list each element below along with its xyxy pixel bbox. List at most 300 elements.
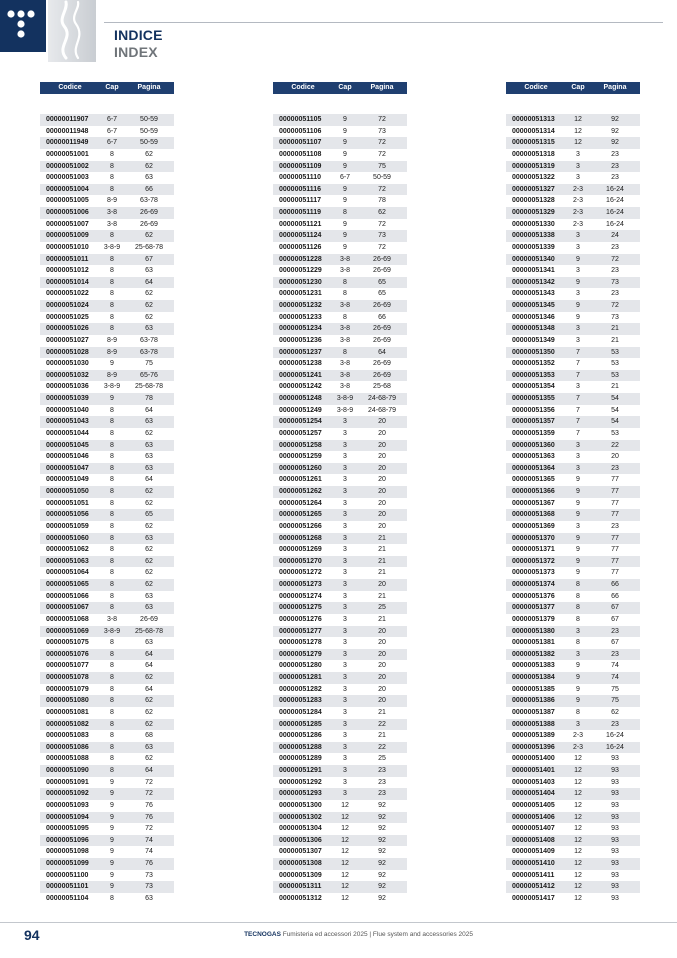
table-row — [40, 753, 174, 765]
table-row — [273, 695, 407, 707]
cap-cell: 9 — [110, 848, 114, 856]
table-row — [506, 753, 640, 765]
page-cell: 77 — [611, 488, 619, 495]
cap-cell: 8 — [110, 232, 114, 240]
page-cell: 26-69 — [373, 325, 391, 333]
page-cell: 93 — [611, 813, 619, 821]
code-cell: 00000051107 — [279, 139, 322, 147]
cap-cell: 9 — [576, 534, 580, 542]
code-cell: 00000051001 — [46, 150, 89, 158]
table-row — [40, 812, 174, 824]
code-cell: 00000051313 — [512, 116, 555, 123]
page-cell: 66 — [145, 185, 153, 193]
table-row — [273, 521, 407, 533]
page-cell: 62 — [145, 581, 153, 588]
page-cell: 62 — [145, 290, 153, 298]
page-cell: 63 — [145, 604, 153, 612]
page-cell: 20 — [378, 662, 386, 670]
cap-cell: 8 — [110, 488, 114, 495]
cap-cell: 8 — [110, 685, 114, 693]
code-cell: 00000051231 — [279, 290, 322, 298]
table-row — [506, 265, 640, 277]
code-cell: 00000051312 — [279, 894, 322, 902]
code-cell: 00000051264 — [279, 499, 322, 507]
table-row — [273, 707, 407, 719]
table-row — [273, 719, 407, 731]
cap-cell: 3-8-9 — [336, 406, 354, 414]
page-cell: 93 — [611, 883, 619, 891]
table-row — [40, 114, 174, 126]
table-row — [506, 242, 640, 254]
cap-cell: 3 — [576, 290, 580, 298]
cap-cell: 9 — [576, 313, 580, 321]
page-cell: 16-24 — [606, 197, 624, 205]
code-cell: 00000051269 — [279, 546, 322, 554]
table-row — [273, 207, 407, 219]
table-row — [40, 161, 174, 173]
cap-cell: 12 — [574, 860, 582, 867]
page-cell: 26-69 — [373, 267, 391, 275]
table-row — [506, 463, 640, 475]
code-cell: 00000051036 — [46, 383, 89, 391]
code-cell: 00000051403 — [512, 778, 555, 786]
cap-cell: 9 — [110, 778, 114, 786]
cap-cell: 3 — [343, 674, 347, 681]
code-cell: 00000051045 — [46, 441, 89, 449]
cap-cell: 8 — [110, 581, 114, 588]
table-row — [506, 323, 640, 335]
cap-cell: 3 — [343, 511, 347, 519]
table-row — [273, 660, 407, 672]
page-cell: 65-76 — [140, 371, 158, 379]
code-cell: 00000051281 — [279, 674, 322, 681]
cap-cell: 8 — [110, 406, 114, 414]
table-row — [273, 567, 407, 579]
code-cell: 00000051044 — [46, 429, 89, 437]
code-cell: 00000051354 — [512, 383, 555, 391]
cap-cell: 9 — [343, 162, 347, 170]
page-cell: 76 — [145, 801, 153, 809]
page-cell: 77 — [611, 511, 619, 519]
cap-cell: 3 — [343, 534, 347, 542]
table-row — [506, 370, 640, 382]
page-cell: 25-68-78 — [134, 627, 164, 635]
page-cell: 63 — [145, 592, 153, 600]
table-row — [273, 161, 407, 173]
table-row — [506, 626, 640, 638]
cap-cell: 8 — [110, 894, 114, 902]
cap-cell: 12 — [574, 848, 582, 856]
table-row — [273, 637, 407, 649]
code-cell: 00000051374 — [512, 581, 555, 588]
footer-caption — [244, 931, 473, 938]
code-cell: 00000051350 — [512, 348, 555, 356]
table-row — [506, 579, 640, 591]
table-row — [506, 602, 640, 614]
code-cell: 00000051230 — [279, 278, 322, 286]
cap-cell: 8 — [343, 290, 347, 298]
page-cell: 16-24 — [606, 209, 624, 216]
page-cell: 92 — [378, 825, 386, 833]
code-cell: 00000051098 — [46, 848, 89, 856]
page-cell: 54 — [611, 406, 619, 414]
table-row — [273, 242, 407, 254]
cap-cell: 9 — [576, 569, 580, 577]
code-cell: 00000051119 — [279, 209, 322, 216]
cap-cell: 12 — [341, 813, 349, 821]
table-row — [273, 684, 407, 696]
code-cell: 00000051067 — [46, 604, 89, 612]
code-cell: 00000051384 — [512, 674, 555, 681]
table-row — [40, 207, 174, 219]
cap-cell: 12 — [574, 790, 582, 798]
table-row — [506, 288, 640, 300]
cap-cell: 3 — [576, 162, 580, 170]
cap-cell: 3-8-9 — [103, 627, 121, 635]
table-row — [40, 719, 174, 731]
page-cell: 25-68 — [373, 383, 391, 391]
table-row — [506, 672, 640, 684]
code-cell: 00000051401 — [512, 767, 555, 774]
table-row — [40, 242, 174, 254]
code-cell: 00000051078 — [46, 674, 89, 681]
cap-cell: 3 — [343, 767, 347, 774]
table-row — [273, 347, 407, 359]
table-row — [273, 486, 407, 498]
cap-cell: 3-8 — [106, 615, 118, 623]
table-row — [40, 870, 174, 882]
table-row — [40, 474, 174, 486]
page-cell: 20 — [611, 453, 619, 461]
page-cell: 20 — [378, 639, 386, 647]
cap-cell: 3-8 — [339, 336, 351, 344]
cap-cell: 8 — [110, 755, 114, 763]
code-cell: 00000051050 — [46, 488, 89, 495]
table-row — [40, 602, 174, 614]
page-cell: 25-68-78 — [134, 383, 164, 391]
cap-cell: 3 — [343, 592, 347, 600]
page-cell: 63 — [145, 174, 153, 182]
page-cell: 92 — [378, 871, 386, 879]
table-row — [40, 591, 174, 603]
table-row — [273, 358, 407, 370]
code-cell: 00000051318 — [512, 150, 555, 158]
table-row — [506, 149, 640, 161]
page-cell: 66 — [611, 592, 619, 600]
header-page: Pagina — [137, 84, 161, 91]
page-cell: 16-24 — [606, 220, 624, 228]
table-row — [506, 765, 640, 777]
page-cell: 93 — [611, 790, 619, 798]
page-cell: 23 — [378, 790, 386, 798]
code-cell: 00000051309 — [279, 871, 322, 879]
page-cell: 21 — [611, 336, 619, 344]
table-row — [40, 498, 174, 510]
code-cell: 00000051404 — [512, 790, 555, 798]
table-row — [273, 753, 407, 765]
cap-cell: 9 — [343, 150, 347, 158]
cap-cell: 2-3 — [572, 220, 584, 228]
table-row — [273, 312, 407, 324]
code-cell: 00000051232 — [279, 302, 322, 309]
code-cell: 00000051367 — [512, 499, 555, 507]
code-cell: 00000051242 — [279, 383, 322, 391]
cap-cell: 3 — [343, 441, 347, 449]
code-cell: 00000051104 — [46, 894, 89, 902]
cap-cell: 8 — [110, 499, 114, 507]
code-cell: 00000051400 — [512, 755, 555, 763]
page-cell: 65 — [378, 278, 386, 286]
code-cell: 00000051026 — [46, 325, 89, 333]
cap-cell: 7 — [576, 348, 580, 356]
page-cell: 72 — [378, 116, 386, 123]
code-cell: 00000051275 — [279, 604, 322, 612]
table-row — [273, 544, 407, 556]
page-cell: 53 — [611, 360, 619, 368]
page-cell: 20 — [378, 441, 386, 449]
page-cell: 77 — [611, 499, 619, 507]
code-cell: 00000051286 — [279, 732, 322, 740]
cap-cell: 3-8 — [339, 267, 351, 275]
page-cell: 64 — [145, 278, 153, 286]
page-cell: 62 — [145, 313, 153, 321]
page-cell: 26-69 — [140, 615, 158, 623]
cap-cell: 3 — [343, 429, 347, 437]
table-row — [506, 114, 640, 126]
code-cell: 00000051080 — [46, 697, 89, 705]
page-cell: 67 — [611, 615, 619, 623]
cap-cell: 3-8 — [106, 220, 118, 228]
code-cell: 00000051302 — [279, 813, 322, 821]
code-cell: 00000051043 — [46, 418, 89, 426]
code-cell: 00000051396 — [512, 743, 555, 751]
code-cell: 00000051306 — [279, 836, 322, 844]
code-cell: 00000051082 — [46, 720, 89, 728]
cap-cell: 3 — [343, 708, 347, 716]
cap-cell: 9 — [343, 197, 347, 205]
code-cell: 00000051065 — [46, 581, 89, 588]
code-cell: 00000051291 — [279, 767, 322, 774]
code-cell: 00000051076 — [46, 650, 89, 658]
cap-cell: 3 — [343, 615, 347, 623]
table-row — [40, 858, 174, 870]
cap-cell: 8 — [576, 592, 580, 600]
table-row — [40, 381, 174, 393]
page-cell: 67 — [611, 639, 619, 647]
code-cell: 00000051007 — [46, 220, 89, 228]
page-cell: 93 — [611, 755, 619, 763]
cap-cell: 9 — [576, 511, 580, 519]
cap-cell: 3 — [576, 174, 580, 182]
page-cell: 63 — [145, 464, 153, 472]
cap-cell: 9 — [343, 139, 347, 147]
table-row — [506, 660, 640, 672]
page-cell: 93 — [611, 860, 619, 867]
page-cell: 25 — [378, 604, 386, 612]
table-row — [273, 335, 407, 347]
cap-cell: 3 — [343, 755, 347, 763]
table-row — [273, 835, 407, 847]
code-cell: 00000051005 — [46, 197, 89, 205]
cap-cell: 8 — [110, 150, 114, 158]
page-number: 94 — [24, 927, 40, 943]
table-row — [506, 881, 640, 893]
code-cell: 00000051284 — [279, 708, 322, 716]
table-row — [40, 358, 174, 370]
page-cell: 63 — [145, 441, 153, 449]
code-cell: 00000051068 — [46, 615, 89, 623]
table-row — [273, 126, 407, 138]
table-row — [273, 137, 407, 149]
code-cell: 00000051064 — [46, 569, 89, 577]
code-cell: 00000051069 — [46, 627, 89, 635]
table-row — [273, 509, 407, 521]
cap-cell: 3 — [576, 336, 580, 344]
code-cell: 00000051083 — [46, 732, 89, 740]
table-row — [273, 602, 407, 614]
code-cell: 00000051006 — [46, 209, 89, 216]
page-cell: 75 — [145, 360, 153, 368]
cap-cell: 9 — [343, 220, 347, 228]
code-cell: 00000051276 — [279, 615, 322, 623]
code-cell: 00000051322 — [512, 174, 555, 182]
page-cell: 63 — [145, 418, 153, 426]
table-row — [40, 265, 174, 277]
header-page: Pagina — [603, 84, 627, 91]
page-cell: 50-59 — [140, 139, 158, 147]
cap-cell: 8 — [110, 476, 114, 484]
cap-cell: 8 — [110, 546, 114, 554]
header-page: Pagina — [370, 84, 394, 91]
cap-cell: 3-8-9 — [336, 395, 354, 402]
page-cell: 20 — [378, 581, 386, 588]
page-cell: 72 — [145, 778, 153, 786]
cap-cell: 3-8 — [339, 383, 351, 391]
logo-dots-icon — [0, 0, 46, 52]
page-cell: 21 — [611, 383, 619, 391]
cap-cell: 9 — [110, 883, 114, 891]
table-row — [40, 312, 174, 324]
table-row — [273, 370, 407, 382]
cap-cell: 3 — [343, 778, 347, 786]
cap-cell: 8 — [110, 522, 114, 530]
page-cell: 24-68-79 — [367, 395, 397, 402]
table-row — [40, 881, 174, 893]
cap-cell: 8 — [110, 429, 114, 437]
cap-cell: 9 — [110, 825, 114, 833]
table-row — [273, 440, 407, 452]
code-cell: 00000051046 — [46, 453, 89, 461]
page-cell: 66 — [611, 581, 619, 588]
table-row — [40, 254, 174, 266]
table-row — [40, 509, 174, 521]
table-row — [273, 428, 407, 440]
code-cell: 00000051327 — [512, 185, 555, 193]
page-cell: 74 — [145, 848, 153, 856]
table-row — [506, 812, 640, 824]
page-cell: 20 — [378, 522, 386, 530]
page-cell: 72 — [145, 825, 153, 833]
page-cell: 23 — [611, 720, 619, 728]
cap-cell: 3 — [343, 790, 347, 798]
page-cell: 62 — [145, 488, 153, 495]
cap-cell: 3 — [576, 453, 580, 461]
cap-cell: 3 — [576, 232, 580, 240]
page-cell: 23 — [611, 650, 619, 658]
table-row — [506, 719, 640, 731]
header-cap: Cap — [571, 84, 585, 91]
code-cell: 00000051091 — [46, 778, 89, 786]
code-cell: 00000051004 — [46, 185, 89, 193]
cap-cell: 9 — [110, 871, 114, 879]
page-cell: 20 — [378, 697, 386, 705]
brand-logo — [0, 0, 46, 52]
code-cell: 00000051304 — [279, 825, 322, 833]
code-cell: 00000051386 — [512, 697, 555, 705]
page-cell: 23 — [611, 627, 619, 635]
table-row — [273, 765, 407, 777]
cap-cell: 8 — [110, 441, 114, 449]
page-cell: 20 — [378, 418, 386, 426]
table-row — [273, 172, 407, 184]
page-cell: 76 — [145, 860, 153, 867]
table-row — [273, 858, 407, 870]
page-cell: 62 — [611, 708, 619, 716]
table-row — [40, 730, 174, 742]
cap-cell: 12 — [574, 778, 582, 786]
page-cell: 64 — [378, 348, 386, 356]
table-row — [506, 126, 640, 138]
cap-cell: 3 — [576, 464, 580, 472]
code-cell: 00000051254 — [279, 418, 322, 426]
table-row — [506, 137, 640, 149]
code-cell: 00000051371 — [512, 546, 555, 554]
cap-cell: 8 — [110, 325, 114, 333]
table-row — [506, 893, 640, 905]
page-cell: 50-59 — [140, 127, 158, 135]
table-row — [273, 451, 407, 463]
code-cell: 00000051307 — [279, 848, 322, 856]
code-cell: 00000051311 — [279, 883, 322, 891]
table-row — [273, 626, 407, 638]
cap-cell: 12 — [574, 767, 582, 774]
code-cell: 00000051366 — [512, 488, 555, 495]
table-row — [273, 788, 407, 800]
page-cell: 16-24 — [606, 743, 624, 751]
cap-cell: 3 — [576, 243, 580, 251]
cap-cell: 3-8-9 — [103, 383, 121, 391]
code-cell: 00000051406 — [512, 813, 555, 821]
code-cell: 00000051308 — [279, 860, 322, 867]
page-cell: 72 — [378, 243, 386, 251]
table-row — [40, 451, 174, 463]
table-row — [506, 405, 640, 417]
page-cell: 26-69 — [140, 220, 158, 228]
cap-cell: 9 — [576, 302, 580, 309]
cap-cell: 3 — [343, 650, 347, 658]
table-row — [506, 835, 640, 847]
code-cell: 00000051330 — [512, 220, 555, 228]
table-row — [40, 835, 174, 847]
table-row — [40, 533, 174, 545]
cap-cell: 9 — [110, 360, 114, 368]
cap-cell: 12 — [341, 871, 349, 879]
page-cell: 92 — [378, 813, 386, 821]
table-row — [40, 195, 174, 207]
cap-cell: 3 — [343, 697, 347, 705]
table-row — [40, 649, 174, 661]
table-row — [40, 440, 174, 452]
